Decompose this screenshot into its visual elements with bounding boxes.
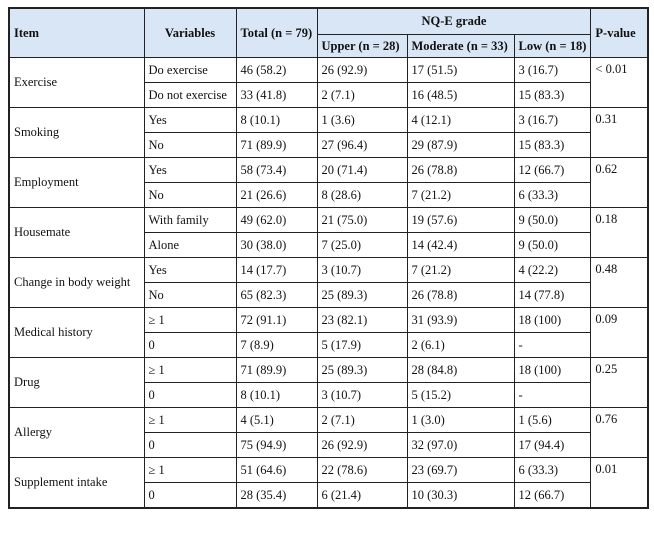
variable-cell: ≥ 1 [144, 358, 236, 383]
moderate-cell: 7 (21.2) [407, 183, 514, 208]
table-row [9, 458, 648, 483]
table-row [9, 358, 648, 383]
low-cell: 17 (94.4) [514, 433, 591, 458]
upper-cell: 3 (10.7) [317, 258, 407, 283]
low-cell: 15 (83.3) [514, 133, 591, 158]
upper-cell: 25 (89.3) [317, 358, 407, 383]
table-row [9, 108, 648, 133]
low-cell: 14 (77.8) [514, 283, 591, 308]
moderate-cell: 32 (97.0) [407, 433, 514, 458]
total-cell: 46 (58.2) [236, 58, 317, 83]
moderate-cell: 14 (42.4) [407, 233, 514, 258]
upper-cell: 7 (25.0) [317, 233, 407, 258]
moderate-cell: 28 (84.8) [407, 358, 514, 383]
low-cell: - [514, 383, 591, 408]
header-item: Item [9, 8, 144, 58]
total-cell: 8 (10.1) [236, 108, 317, 133]
pvalue-cell: 0.01 [591, 458, 648, 509]
variable-cell: No [144, 133, 236, 158]
low-cell: 1 (5.6) [514, 408, 591, 433]
variable-cell: Yes [144, 158, 236, 183]
table-container [8, 7, 649, 509]
table-row [9, 258, 648, 283]
item-cell: Change in body weight [9, 258, 144, 308]
low-cell: 12 (66.7) [514, 483, 591, 509]
pvalue-cell: 0.25 [591, 358, 648, 408]
item-cell: Allergy [9, 408, 144, 458]
item-cell: Housemate [9, 208, 144, 258]
upper-cell: 5 (17.9) [317, 333, 407, 358]
upper-cell: 23 (82.1) [317, 308, 407, 333]
variable-cell: ≥ 1 [144, 308, 236, 333]
total-cell: 4 (5.1) [236, 408, 317, 433]
moderate-cell: 23 (69.7) [407, 458, 514, 483]
low-cell: 18 (100) [514, 308, 591, 333]
moderate-cell: 31 (93.9) [407, 308, 514, 333]
pvalue-cell: 0.31 [591, 108, 648, 158]
upper-cell: 26 (92.9) [317, 58, 407, 83]
pvalue-cell: 0.18 [591, 208, 648, 258]
upper-cell: 1 (3.6) [317, 108, 407, 133]
item-cell: Drug [9, 358, 144, 408]
total-cell: 30 (38.0) [236, 233, 317, 258]
pvalue-cell: 0.09 [591, 308, 648, 358]
upper-cell: 27 (96.4) [317, 133, 407, 158]
low-cell: 6 (33.3) [514, 183, 591, 208]
moderate-cell: 4 (12.1) [407, 108, 514, 133]
moderate-cell: 7 (21.2) [407, 258, 514, 283]
table-row [9, 58, 648, 83]
total-cell: 71 (89.9) [236, 133, 317, 158]
header-variables: Variables [144, 8, 236, 58]
variable-cell: No [144, 283, 236, 308]
total-cell: 33 (41.8) [236, 83, 317, 108]
upper-cell: 21 (75.0) [317, 208, 407, 233]
moderate-cell: 29 (87.9) [407, 133, 514, 158]
upper-cell: 8 (28.6) [317, 183, 407, 208]
moderate-cell: 10 (30.3) [407, 483, 514, 509]
variable-cell: 0 [144, 333, 236, 358]
total-cell: 75 (94.9) [236, 433, 317, 458]
low-cell: 3 (16.7) [514, 108, 591, 133]
variable-cell: Yes [144, 108, 236, 133]
table-row [9, 408, 648, 433]
moderate-cell: 1 (3.0) [407, 408, 514, 433]
variable-cell: ≥ 1 [144, 408, 236, 433]
variable-cell: No [144, 183, 236, 208]
total-cell: 28 (35.4) [236, 483, 317, 509]
table-body [9, 58, 648, 509]
upper-cell: 20 (71.4) [317, 158, 407, 183]
low-cell: 15 (83.3) [514, 83, 591, 108]
low-cell: 4 (22.2) [514, 258, 591, 283]
item-cell: Medical history [9, 308, 144, 358]
variable-cell: ≥ 1 [144, 458, 236, 483]
upper-cell: 26 (92.9) [317, 433, 407, 458]
item-cell: Smoking [9, 108, 144, 158]
low-cell: 9 (50.0) [514, 233, 591, 258]
low-cell: 6 (33.3) [514, 458, 591, 483]
header-moderate: Moderate (n = 33) [407, 35, 514, 58]
pvalue-cell: 0.76 [591, 408, 648, 458]
table-row [9, 158, 648, 183]
total-cell: 65 (82.3) [236, 283, 317, 308]
variable-cell: 0 [144, 433, 236, 458]
total-cell: 7 (8.9) [236, 333, 317, 358]
variable-cell: With family [144, 208, 236, 233]
upper-cell: 6 (21.4) [317, 483, 407, 509]
variable-cell: Yes [144, 258, 236, 283]
upper-cell: 2 (7.1) [317, 83, 407, 108]
item-cell: Employment [9, 158, 144, 208]
low-cell: 18 (100) [514, 358, 591, 383]
moderate-cell: 17 (51.5) [407, 58, 514, 83]
total-cell: 49 (62.0) [236, 208, 317, 233]
moderate-cell: 26 (78.8) [407, 283, 514, 308]
item-cell: Exercise [9, 58, 144, 108]
total-cell: 71 (89.9) [236, 358, 317, 383]
low-cell: - [514, 333, 591, 358]
variable-cell: Alone [144, 233, 236, 258]
upper-cell: 3 (10.7) [317, 383, 407, 408]
low-cell: 12 (66.7) [514, 158, 591, 183]
header-upper: Upper (n = 28) [317, 35, 407, 58]
table-row [9, 308, 648, 333]
upper-cell: 22 (78.6) [317, 458, 407, 483]
total-cell: 21 (26.6) [236, 183, 317, 208]
variable-cell: Do exercise [144, 58, 236, 83]
pvalue-cell: 0.48 [591, 258, 648, 308]
moderate-cell: 5 (15.2) [407, 383, 514, 408]
moderate-cell: 16 (48.5) [407, 83, 514, 108]
variable-cell: Do not exercise [144, 83, 236, 108]
moderate-cell: 2 (6.1) [407, 333, 514, 358]
moderate-cell: 19 (57.6) [407, 208, 514, 233]
nqe-grade-table [8, 7, 649, 509]
header-pvalue: P-value [591, 8, 648, 58]
header-low: Low (n = 18) [514, 35, 591, 58]
header-nqe-grade: NQ-E grade [317, 8, 591, 35]
total-cell: 14 (17.7) [236, 258, 317, 283]
low-cell: 3 (16.7) [514, 58, 591, 83]
item-cell: Supplement intake [9, 458, 144, 509]
total-cell: 72 (91.1) [236, 308, 317, 333]
variable-cell: 0 [144, 483, 236, 509]
pvalue-cell: 0.62 [591, 158, 648, 208]
moderate-cell: 26 (78.8) [407, 158, 514, 183]
pvalue-cell: < 0.01 [591, 58, 648, 108]
header-total: Total (n = 79) [236, 8, 317, 58]
upper-cell: 2 (7.1) [317, 408, 407, 433]
total-cell: 58 (73.4) [236, 158, 317, 183]
total-cell: 8 (10.1) [236, 383, 317, 408]
total-cell: 51 (64.6) [236, 458, 317, 483]
table-row [9, 208, 648, 233]
upper-cell: 25 (89.3) [317, 283, 407, 308]
table-header [9, 8, 648, 58]
variable-cell: 0 [144, 383, 236, 408]
low-cell: 9 (50.0) [514, 208, 591, 233]
